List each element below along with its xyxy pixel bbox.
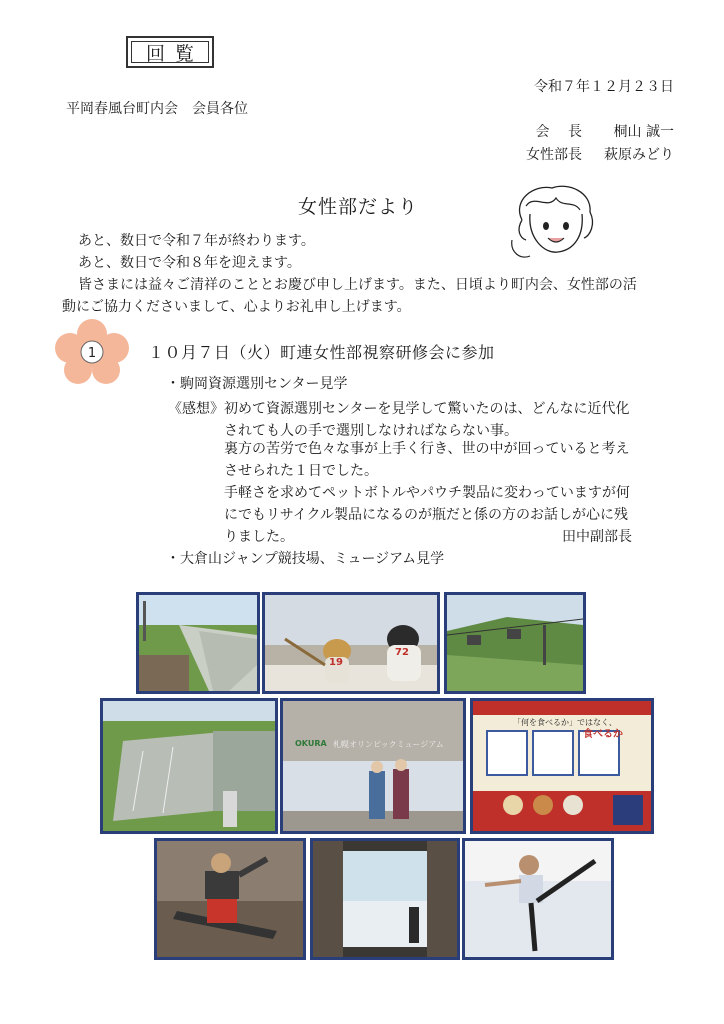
- impression-line: 初めて資源選別センターを見学して驚いたのは、どんなに近代化: [224, 401, 630, 417]
- poster-headline: 「何を食べるか」ではなく、: [513, 718, 617, 727]
- impression-line: にでもリサイクル製品になるのが瓶だと係の方のお話しが心に残: [224, 507, 629, 523]
- museum-sign-text: 札幌オリンピックミュージアム: [333, 740, 444, 749]
- sender-womens-head-name: 萩原みどり: [604, 147, 674, 163]
- photo-food-display: [470, 698, 654, 834]
- photo-museum-interior: [310, 838, 460, 960]
- poster-title: 食べるか: [583, 729, 623, 740]
- greeting-line-2: あと、数日で令和８年を迎えます。: [78, 255, 301, 271]
- museum-sign-brand: OKURA: [295, 739, 327, 748]
- impression-line: 手軽さを求めてペットボトルやパウチ製品に変わっていますが何: [224, 485, 630, 501]
- greeting-line-1: あと、数日で令和７年が終わります。: [78, 233, 315, 249]
- visit-item-1: ・駒岡資源選別センター見学: [166, 376, 348, 392]
- bib-number-1: 19: [329, 657, 343, 668]
- impression-line: りました。: [224, 529, 294, 545]
- impression-line: させられた１日でした。: [224, 463, 378, 479]
- photo-museum-entrance: [280, 698, 466, 834]
- greeting-paragraph: [62, 274, 662, 318]
- section-title: １０月７日（火）町連女性部視察研修会に参加: [148, 343, 495, 362]
- impression-author: 田中副部長: [562, 529, 632, 545]
- photo-chairlift: [444, 592, 586, 694]
- greeting-line-3: 皆さまには益々ご清祥のこととお慶び申し上げます。また、日頃より町内会、女性部の活: [78, 277, 637, 293]
- photo-skater-cutout: [462, 838, 614, 960]
- impression-label: 《感想》: [168, 401, 224, 417]
- photo-ski-jump-top: [136, 592, 260, 694]
- photo-mascots: [262, 592, 440, 694]
- girl-face-illustration: [504, 180, 604, 262]
- sender-womens-head-role: 女性部長: [526, 147, 582, 163]
- flower-number-badge: [54, 318, 130, 384]
- sender-president: [536, 121, 674, 141]
- impression-line: 裏方の苦労で色々な事が上手く行き、世の中が回っていると考え: [224, 441, 630, 457]
- newsletter-title: 女性部だより: [298, 196, 419, 218]
- sender-president-role: 会 長: [535, 124, 582, 140]
- circulation-stamp: 回覧: [126, 36, 214, 68]
- bib-number-2: 72: [395, 647, 409, 658]
- photo-ski-jump-slope: [100, 698, 278, 834]
- impression-line: されても人の手で選別しなければならない事。: [224, 423, 518, 439]
- addressee: 平岡春風台町内会 会員各位: [66, 101, 248, 117]
- sender-womens-head: [526, 144, 674, 164]
- section-number: 1: [87, 346, 97, 361]
- visit-item-2: ・大倉山ジャンプ競技場、ミュージアム見学: [166, 551, 445, 567]
- greeting-line-4: 動にご協力くださいまして、心よりお礼申し上げます。: [62, 299, 411, 315]
- sender-president-name: 桐山 誠一: [613, 124, 674, 140]
- document-date: 令和７年１２月２３日: [534, 79, 674, 95]
- photo-snowboard-cutout: [154, 838, 306, 960]
